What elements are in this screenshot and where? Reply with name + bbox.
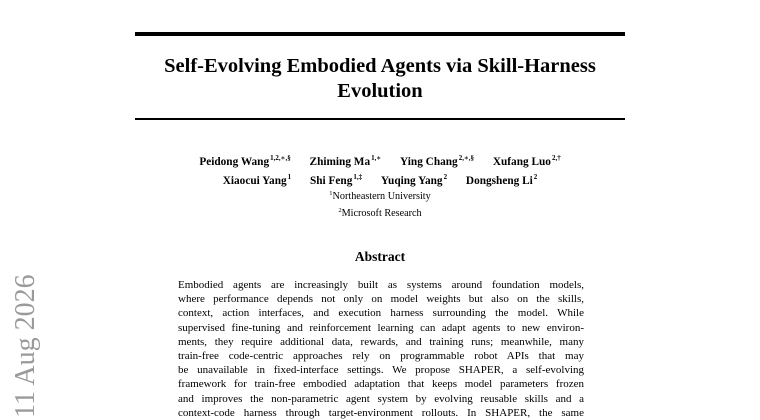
author-affiliation-marks: 2 <box>533 173 538 181</box>
author-name: Yuqing Yang <box>380 175 443 187</box>
author-affiliation-marks: 1,∗ <box>371 154 382 162</box>
abstract-line: train-free code-centric approaches rely on programmable robot APIs that may <box>178 350 584 363</box>
abstract-line: framework for train-free embodied adaptation that keeps model parameters frozen <box>178 378 584 391</box>
author <box>310 151 382 170</box>
abstract-line: supervised fine-tuning and reinforcement learning can adapt agents to new environ- <box>178 321 584 334</box>
author-name: Shi Feng <box>309 175 353 187</box>
abstract-line: context, action interfaces, and execution harness surrounding the model. While <box>178 307 584 320</box>
author-affiliation-marks: 2 <box>443 173 448 181</box>
abstract-line: ments, they require additional data, rewards, and training runs; meanwhile, many <box>178 335 584 348</box>
title-top-rule <box>135 32 625 36</box>
author-name: Zhiming Ma <box>309 156 371 168</box>
affiliation <box>135 187 625 204</box>
author <box>493 151 561 170</box>
paper-title-line-2: Evolution <box>337 80 423 102</box>
paper-title <box>135 54 625 104</box>
author-name: Xufang Luo <box>492 156 551 168</box>
affiliation <box>135 204 625 221</box>
author-name: Xiaocui Yang <box>222 175 287 187</box>
author-affiliation-marks: 1 <box>287 173 292 181</box>
author-list <box>135 151 625 189</box>
author-affiliation-marks: 1,‡ <box>353 173 363 181</box>
author-affiliation-marks: 2,† <box>551 154 561 162</box>
author-name: Ying Chang <box>400 156 458 168</box>
title-bottom-rule <box>135 118 625 120</box>
paper-title-line-1: Self-Evolving Embodied Agents via Skill-Harness <box>164 55 596 77</box>
affiliation-name: Microsoft Research <box>341 208 422 219</box>
affiliation-name: Northeastern University <box>332 191 431 202</box>
author-row-1 <box>135 151 625 170</box>
affiliation-mark: 1 <box>329 190 333 197</box>
author-affiliation-marks: 1,2,∗,§ <box>270 154 291 162</box>
author-affiliation-marks: 2,∗,§ <box>458 154 475 162</box>
abstract-line: be unavailable in fixed-interface settings. We propose SHAPER, a self-evolving <box>178 364 584 377</box>
arxiv-date-stamp: 11 Aug 2026 <box>10 274 41 418</box>
abstract-body <box>178 278 584 420</box>
abstract-line: where performance depends not only on model weights but also on the skills, <box>178 293 584 306</box>
author-name: Peidong Wang <box>199 156 270 168</box>
abstract-line: context-code harness through target-environment rollouts. In SHAPER, the same <box>178 406 584 419</box>
abstract-heading: Abstract <box>354 249 406 264</box>
affiliation-list <box>135 187 625 221</box>
author <box>400 151 474 170</box>
affiliation-mark: 2 <box>338 207 342 214</box>
author <box>199 151 290 170</box>
abstract-line: and improves the non-parametric agent system by evolving reusable skills and a <box>178 392 584 405</box>
author-name: Dongsheng Li <box>465 175 533 187</box>
abstract-line: Embodied agents are increasingly built as systems around foundation models, <box>178 279 584 291</box>
